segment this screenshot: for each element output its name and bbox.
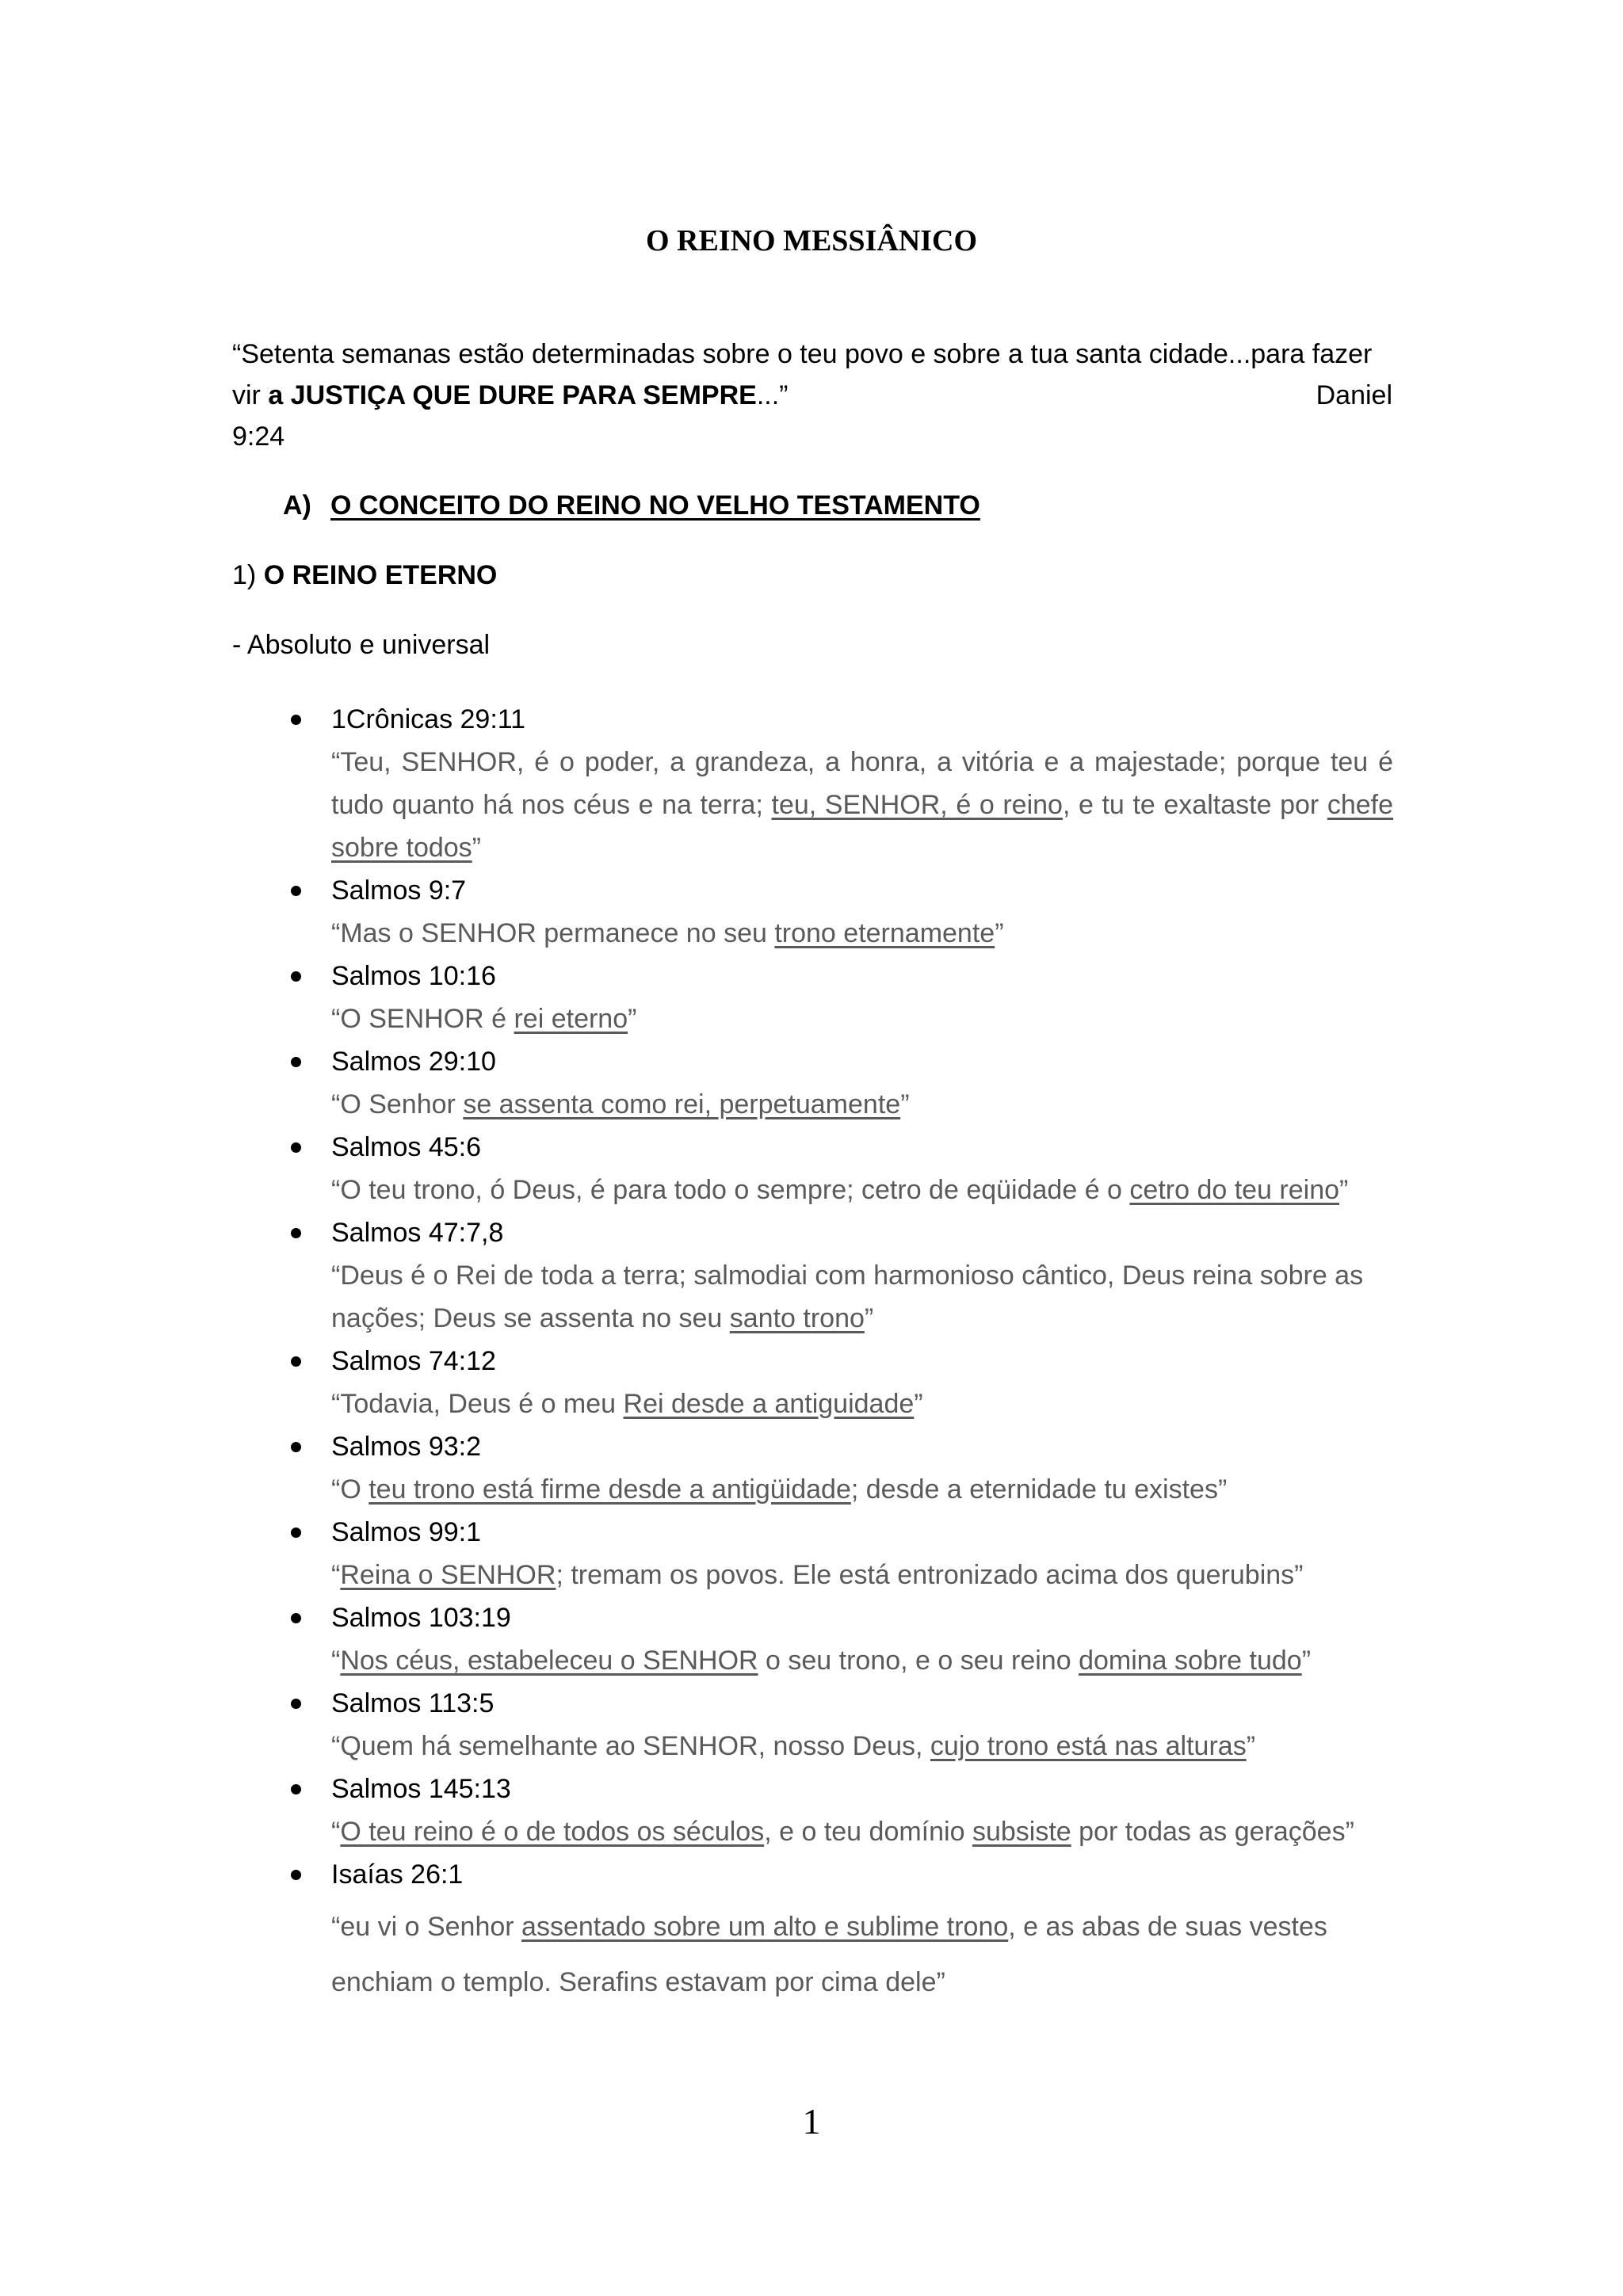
quote-segment: “O teu trono, ó Deus, é para todo o sempre; cetro de eqüidade é o: [331, 1175, 1130, 1205]
quote-segment: ”: [1301, 1646, 1312, 1676]
reference-quote: [331, 1169, 1393, 1211]
reference-title: Salmos 113:5: [331, 1688, 495, 1718]
subsection-number: 1): [232, 560, 264, 590]
epigraph-line-2-post: ...”: [756, 380, 789, 410]
reference-quote: [331, 912, 1393, 955]
epigraph-reference-book: Daniel: [1316, 380, 1392, 410]
reference-item: [0, 1040, 1623, 1126]
reference-title: Salmos 103:19: [331, 1603, 511, 1633]
quote-segment: “O: [331, 1474, 369, 1505]
bullet-icon: [291, 1057, 301, 1067]
quote-underlined-segment: subsiste: [972, 1817, 1071, 1847]
reference-item: [0, 1768, 1623, 1853]
quote-segment: ; tremam os povos. Ele está entronizado acima dos querubins”: [556, 1560, 1304, 1590]
quote-segment: , e as abas de suas vestes enchiam o templo. Serafins estavam por cima dele”: [331, 1912, 1327, 1997]
quote-segment: o seu trono, e o seu reino: [758, 1646, 1079, 1676]
quote-segment: “: [331, 1560, 341, 1590]
reference-title: Salmos 47:7,8: [331, 1218, 504, 1248]
reference-item: [0, 955, 1623, 1040]
quote-segment: ”: [1339, 1175, 1349, 1205]
quote-segment: ”: [472, 833, 481, 863]
quote-underlined-segment: rei eterno: [514, 1004, 628, 1034]
quote-segment: ”: [995, 918, 1004, 948]
bullet-icon: [291, 1784, 301, 1794]
quote-underlined-segment: cujo trono está nas alturas: [930, 1731, 1247, 1761]
epigraph: [232, 334, 1392, 457]
quote-segment: , e tu te exaltaste por: [1062, 790, 1327, 820]
reference-item: [0, 869, 1623, 955]
document-title: O REINO MESSIÂNICO: [645, 224, 978, 257]
quote-segment: “: [331, 1646, 341, 1676]
epigraph-reference-verse: 9:24: [232, 421, 285, 452]
reference-quote: [331, 741, 1393, 869]
quote-underlined-segment: domina sobre tudo: [1079, 1646, 1302, 1676]
quote-segment: “Quem há semelhante ao SENHOR, nosso Deus,: [331, 1731, 930, 1761]
subsection-heading-1: [232, 556, 497, 594]
quote-segment: ”: [864, 1303, 874, 1333]
quote-segment: “eu vi o Senhor: [331, 1912, 522, 1942]
page-number: 1: [802, 2101, 821, 2142]
quote-segment: “O Senhor: [331, 1089, 464, 1119]
reference-item: [0, 1126, 1623, 1211]
reference-quote: [331, 1083, 1393, 1126]
bullet-icon: [291, 886, 301, 896]
reference-title: Salmos 29:10: [331, 1047, 496, 1077]
reference-quote: [331, 1899, 1393, 2010]
quote-segment: ”: [914, 1389, 923, 1419]
quote-underlined-segment: teu, SENHOR, é o reino: [771, 790, 1063, 820]
bullet-icon: [291, 1613, 301, 1623]
reference-quote: [331, 1725, 1393, 1768]
quote-underlined-segment: chefe sobre todos: [331, 790, 1394, 863]
quote-segment: por todas as gerações”: [1071, 1817, 1354, 1847]
section-heading-a: [283, 486, 980, 524]
bullet-icon: [291, 1870, 301, 1880]
quote-underlined-segment: cetro do teu reino: [1129, 1175, 1340, 1205]
quote-segment: ”: [628, 1004, 637, 1034]
reference-quote: [331, 1383, 1393, 1425]
quote-underlined-segment: Reina o SENHOR: [340, 1560, 556, 1590]
quote-underlined-segment: assentado sobre um alto e sublime trono: [521, 1912, 1009, 1942]
reference-title: Salmos 93:2: [331, 1432, 481, 1462]
epigraph-line-2-pre: vir: [232, 380, 269, 410]
bullet-icon: [291, 715, 301, 725]
reference-title: Salmos 10:16: [331, 961, 496, 991]
reference-title: Salmos 45:6: [331, 1132, 481, 1162]
reference-quote: [331, 1810, 1393, 1853]
reference-quote: [331, 1554, 1393, 1596]
reference-item: [0, 1596, 1623, 1682]
bullet-icon: [291, 971, 301, 982]
reference-quote: [331, 1468, 1393, 1511]
quote-underlined-segment: Rei desde a antiguidade: [623, 1389, 915, 1419]
reference-quote: [331, 997, 1393, 1040]
section-title: O CONCEITO DO REINO NO VELHO TESTAMENTO: [330, 490, 980, 521]
bullet-icon: [291, 1442, 301, 1452]
quote-segment: “Deus é o Rei de toda a terra; salmodiai com harmonioso cântico, Deus reina sobre as nações; Deus se assenta no seu: [331, 1261, 1364, 1333]
reference-item: [0, 698, 1623, 869]
quote-underlined-segment: teu trono está firme desde a antigüidade: [369, 1474, 851, 1505]
reference-title: Salmos 99:1: [331, 1517, 481, 1547]
quote-segment: “Teu, SENHOR, é o poder, a grandeza, a honra, a vitória e a majestade; porque teu é tudo quanto há nos céus e na terra;: [331, 747, 1393, 820]
reference-title: Salmos 74:12: [331, 1346, 496, 1376]
quote-underlined-segment: trono eternamente: [774, 918, 995, 948]
quote-segment: “Todavia, Deus é o meu: [331, 1389, 624, 1419]
reference-item: [0, 1211, 1623, 1340]
reference-item: [0, 1511, 1623, 1596]
subsection-title: O REINO ETERNO: [263, 560, 498, 590]
quote-underlined-segment: se assenta como rei, perpetuamente: [463, 1089, 901, 1119]
bullet-icon: [291, 1699, 301, 1709]
quote-segment: “: [331, 1817, 341, 1847]
reference-item: [0, 1425, 1623, 1511]
section-label: A): [283, 490, 311, 521]
quote-underlined-segment: santo trono: [729, 1303, 865, 1333]
epigraph-line-1: “Setenta semanas estão determinadas sobre o teu povo e sobre a tua santa cidade...para fazer: [232, 339, 1373, 369]
epigraph-emphasis: a JUSTIÇA QUE DURE PARA SEMPRE: [268, 380, 757, 410]
reference-quote: [331, 1639, 1393, 1682]
reference-title: Salmos 9:7: [331, 875, 467, 906]
reference-item: [0, 1682, 1623, 1768]
quote-segment: ; desde a eternidade tu existes”: [850, 1474, 1228, 1505]
reference-item: [0, 1853, 1623, 2010]
quote-underlined-segment: O teu reino é o de todos os séculos: [340, 1817, 765, 1847]
quote-segment: “Mas o SENHOR permanece no seu: [331, 918, 775, 948]
reference-title: Isaías 26:1: [331, 1859, 464, 1890]
reference-title: 1Crônicas 29:11: [331, 704, 526, 734]
reference-list: [0, 698, 1623, 2010]
quote-segment: ”: [900, 1089, 910, 1119]
dash-list-item: - Absoluto e universal: [232, 630, 491, 660]
quote-segment: “O SENHOR é: [331, 1004, 514, 1034]
reference-quote: [331, 1254, 1393, 1340]
reference-item: [0, 1340, 1623, 1425]
reference-title: Salmos 145:13: [331, 1774, 511, 1804]
epigraph-line-2: [232, 375, 1392, 416]
bullet-icon: [291, 1356, 301, 1367]
quote-segment: , e o teu domínio: [764, 1817, 972, 1847]
quote-segment: ”: [1246, 1731, 1256, 1761]
bullet-icon: [291, 1527, 301, 1538]
bullet-icon: [291, 1228, 301, 1238]
quote-underlined-segment: Nos céus, estabeleceu o SENHOR: [340, 1646, 758, 1676]
bullet-icon: [291, 1142, 301, 1153]
